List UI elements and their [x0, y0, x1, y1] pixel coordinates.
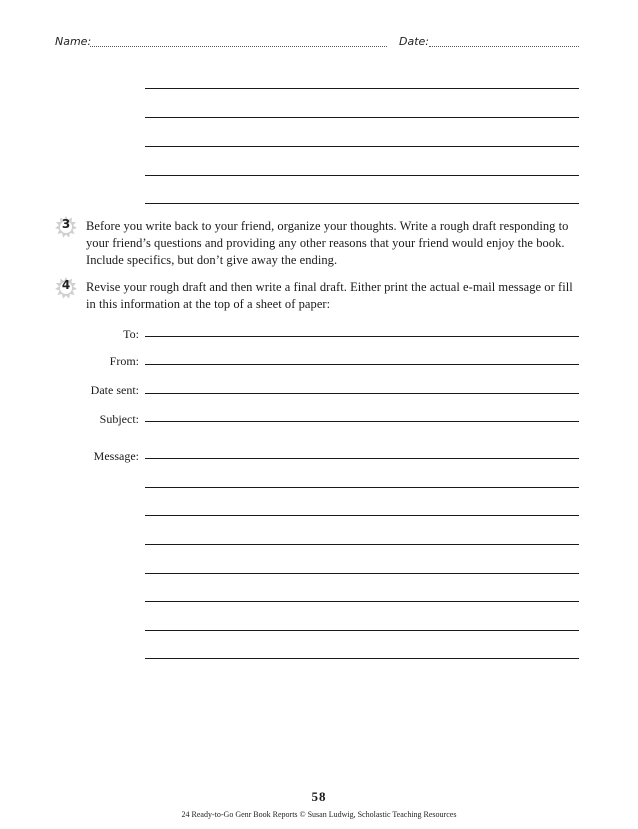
- date-sent-label: Date sent:: [90, 383, 139, 397]
- message-field-line[interactable]: [145, 458, 579, 459]
- step-3-starburst-icon: [55, 216, 77, 238]
- to-label: To:: [123, 327, 139, 341]
- subject-field-line[interactable]: [145, 421, 579, 422]
- writing-line[interactable]: [145, 487, 579, 488]
- writing-line[interactable]: [145, 117, 579, 118]
- step-4-instructions: Revise your rough draft and then write a final draft. Either print the actual e-mail message or fill in this information at the top of a sheet of paper:: [86, 280, 573, 311]
- writing-line[interactable]: [145, 573, 579, 574]
- date-sent-field-line[interactable]: [145, 393, 579, 394]
- page-number: 58: [311, 789, 327, 804]
- step-4-number: 4: [61, 278, 71, 292]
- writing-line[interactable]: [145, 146, 579, 147]
- message-label: Message:: [93, 449, 139, 463]
- footer-credit: 24 Ready-to-Go Genr Book Reports © Susan Ludwig, Scholastic Teaching Resources: [181, 810, 457, 819]
- step-4-starburst-icon: [55, 277, 77, 299]
- step-3-instructions: Before you write back to your friend, organize your thoughts. Write a rough draft responding to your friend’s questions and providing any other reasons that your friend would enjoy the book. Include specifics, but don’t give away the ending.: [86, 219, 569, 267]
- date-label: Date:: [399, 35, 429, 48]
- from-field-line[interactable]: [145, 364, 579, 365]
- subject-label: Subject:: [99, 412, 139, 426]
- writing-line[interactable]: [145, 203, 579, 204]
- writing-line[interactable]: [145, 88, 579, 89]
- name-field-line[interactable]: [90, 46, 387, 47]
- writing-line[interactable]: [145, 544, 579, 545]
- writing-line[interactable]: [145, 515, 579, 516]
- writing-line[interactable]: [145, 630, 579, 631]
- to-field-line[interactable]: [145, 336, 579, 337]
- writing-line[interactable]: [145, 601, 579, 602]
- from-label: From:: [109, 354, 139, 368]
- name-label: Name:: [55, 35, 92, 48]
- writing-line[interactable]: [145, 658, 579, 659]
- step-3-number: 3: [61, 217, 71, 231]
- date-field-line[interactable]: [429, 46, 579, 47]
- writing-line[interactable]: [145, 175, 579, 176]
